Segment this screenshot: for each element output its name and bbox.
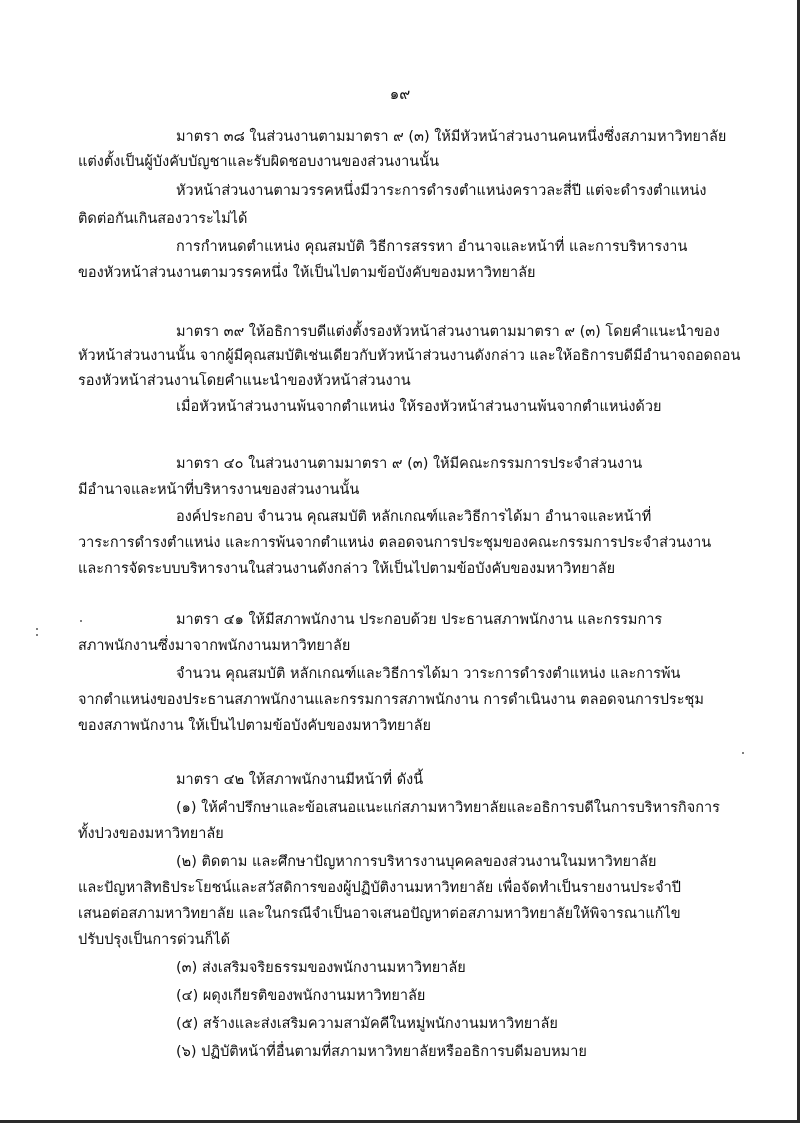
text-line: ปรับปรุงเป็นการด่วนก็ได้ xyxy=(78,932,231,948)
text-line: จากตำแหน่งของประธานสภาพนักงานและกรรมการสภาพนักงาน การดำเนินงาน ตลอดจนการประชุม xyxy=(78,692,704,708)
text-line: มาตรา ๔๑ ให้มีสภาพนักงาน ประกอบด้วย ประธานสภาพนักงาน และกรรมการ xyxy=(176,612,663,628)
text-line: มาตรา ๓๙ ให้อธิการบดีแต่งตั้งรองหัวหน้าส่วนงานตามมาตรา ๙ (๓) โดยคำแนะนำของ xyxy=(176,324,720,340)
text-line: (๖) ปฏิบัติหน้าที่อื่นตามที่สภามหาวิทยาลัยหรืออธิการบดีมอบหมาย xyxy=(176,1044,587,1060)
text-line: มาตรา ๓๘ ในส่วนงานตามมาตรา ๙ (๓) ให้มีหัวหน้าส่วนงานคนหนึ่งซึ่งสภามหาวิทยาลัย xyxy=(176,129,727,145)
text-line: หัวหน้าส่วนงานนั้น จากผู้มีคุณสมบัติเช่นเดียวกับหัวหน้าส่วนงานดังกล่าว และให้อธิการบดีมีอำนาจถอดถอน xyxy=(78,348,741,364)
text-line: (๔) ผดุงเกียรติของพนักงานมหาวิทยาลัย xyxy=(176,988,426,1004)
text-line: (๕) สร้างและส่งเสริมความสามัคคีในหมู่พนักงานมหาวิทยาลัย xyxy=(176,1016,558,1032)
text-line: (๓) ส่งเสริมจริยธรรมของพนักงานมหาวิทยาลัย xyxy=(176,960,466,976)
text-line: ติดต่อกันเกินสองวาระไม่ได้ xyxy=(78,211,248,227)
text-line: และปัญหาสิทธิประโยชน์และสวัสดิการของผู้ปฏิบัติงานมหาวิทยาลัย เพื่อจัดทำเป็นรายงานประจำปี xyxy=(78,880,681,896)
text-line: มาตรา ๔๐ ในส่วนงานตามมาตรา ๙ (๓) ให้มีคณะกรรมการประจำส่วนงาน xyxy=(176,456,643,472)
text-line: เสนอต่อสภามหาวิทยาลัย และในกรณีจำเป็นอาจเสนอปัญหาต่อสภามหาวิทยาลัยให้พิจารณาแก้ไข xyxy=(78,906,681,922)
text-line: เมื่อหัวหน้าส่วนงานพ้นจากตำแหน่ง ให้รองหัวหน้าส่วนงานพ้นจากตำแหน่งด้วย xyxy=(176,399,662,415)
text-line: (๒) ติดตาม และศึกษาปัญหาการบริหารงานบุคคลของส่วนงานในมหาวิทยาลัย xyxy=(176,854,657,870)
text-line: (๑) ให้คำปรึกษาและข้อเสนอแนะแก่สภามหาวิทยาลัยและอธิการบดีในการบริหารกิจการ xyxy=(176,800,720,816)
scan-speck xyxy=(36,628,38,630)
text-line: มีอำนาจและหน้าที่บริหารงานของส่วนงานนั้น xyxy=(78,482,360,498)
text-line: และการจัดระบบบริหารงานในส่วนงานดังกล่าว ให้เป็นไปตามข้อบังคับของมหาวิทยาลัย xyxy=(78,561,616,577)
text-line: มาตรา ๔๒ ให้สภาพนักงานมีหน้าที่ ดังนี้ xyxy=(176,772,424,788)
text-line: แต่งตั้งเป็นผู้บังคับบัญชาและรับผิดชอบงานของส่วนงานนั้น xyxy=(78,154,440,170)
text-line: หัวหน้าส่วนงานตามวรรคหนึ่งมีวาระการดำรงตำแหน่งคราวละสี่ปี แต่จะดำรงตำแหน่ง xyxy=(176,183,707,199)
scan-speck xyxy=(742,752,744,754)
text-line: สภาพนักงานซึ่งมาจากพนักงานมหาวิทยาลัย xyxy=(78,638,351,654)
scan-speck xyxy=(80,620,82,622)
text-line: ทั้งปวงของมหาวิทยาลัย xyxy=(78,826,224,842)
text-line: การกำหนดตำแหน่ง คุณสมบัติ วิธีการสรรหา อำนาจและหน้าที่ และการบริหารงาน xyxy=(176,239,688,255)
text-line: จำนวน คุณสมบัติ หลักเกณฑ์และวิธีการได้มา วาระการดำรงตำแหน่ง และการพ้น xyxy=(176,666,681,682)
text-line: องค์ประกอบ จำนวน คุณสมบัติ หลักเกณฑ์และวิธีการได้มา อำนาจและหน้าที่ xyxy=(176,509,652,525)
text-line: รองหัวหน้าส่วนงานโดยคำแนะนำของหัวหน้าส่วนงาน xyxy=(78,373,411,389)
text-line: วาระการดำรงตำแหน่ง และการพ้นจากตำแหน่ง ตลอดจนการประชุมของคณะกรรมการประจำส่วนงาน xyxy=(78,535,712,551)
text-line: ของหัวหน้าส่วนงานตามวรรคหนึ่ง ให้เป็นไปตามข้อบังคับของมหาวิทยาลัย xyxy=(78,265,536,281)
scan-speck xyxy=(36,634,38,636)
text-line: ของสภาพนักงาน ให้เป็นไปตามข้อบังคับของมหาวิทยาลัย xyxy=(78,718,432,734)
page-number: ๑๙ xyxy=(389,85,411,103)
